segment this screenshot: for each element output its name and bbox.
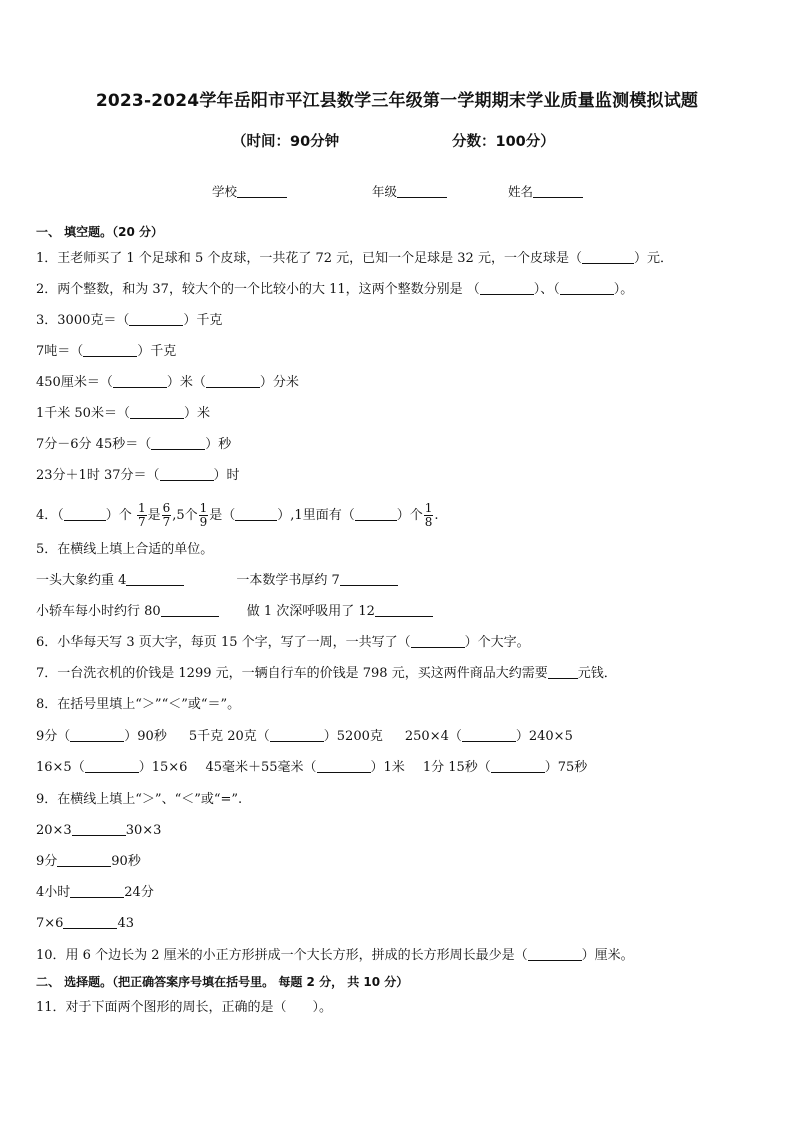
q8-r1-item-2-suffix: ）5200克 <box>323 729 383 744</box>
q10-text: 10．用 6 个边长为 2 厘米的小正方形拼成一个大长方形，拼成的长方形周长最少是（ <box>36 948 528 963</box>
q5-blank-b[interactable] <box>340 573 398 586</box>
question-4 <box>36 502 439 530</box>
q9-l4-blank[interactable] <box>63 916 117 929</box>
school-field <box>212 182 287 200</box>
q5-blank-a[interactable] <box>126 573 184 586</box>
q9-l2-left: 9分 <box>36 854 58 869</box>
q8-r2-item-3-suffix: ）75秒 <box>544 760 588 775</box>
q7-blank[interactable] <box>548 666 578 679</box>
q4-part-e: 是（ <box>209 508 236 523</box>
q9-l2-blank[interactable] <box>57 854 111 867</box>
q9-l3-right: 24分 <box>124 885 154 900</box>
q3-l4-prefix: 1千米 50米＝（ <box>36 406 130 421</box>
q3-l3-blank-2[interactable] <box>206 375 260 388</box>
q1-blank[interactable] <box>582 251 634 264</box>
q8-r1-item-1-prefix: 9分（ <box>36 729 71 744</box>
q9-l4-left: 7×6 <box>36 916 64 931</box>
question-3-line-1 <box>36 313 222 329</box>
question-8-title: 8．在括号里填上“＞”“＜”或“＝”。 <box>36 697 241 712</box>
q3-l3-prefix: 450厘米＝（ <box>36 375 113 390</box>
q5-item-b: 一本数学书厚约 7 <box>236 573 340 588</box>
question-9-line-2 <box>36 854 141 870</box>
question-11: 11．对于下面两个图形的周长，正确的是（ ）。 <box>36 1000 333 1015</box>
question-3-line-3 <box>36 375 299 391</box>
grade-field <box>372 182 447 200</box>
q3-l6-blank[interactable] <box>160 468 214 481</box>
question-8-row-1 <box>36 729 573 745</box>
q7-text: 7．一台洗衣机的价钱是 1299 元，一辆自行车的价钱是 798 元，买这两件商品大约需要 <box>36 666 548 681</box>
question-5-row-2 <box>36 604 433 620</box>
q3-l1-blank[interactable] <box>129 313 183 326</box>
q8-r1-item-2-prefix: 5千克 20克（ <box>188 729 270 744</box>
q6-text: 6．小华每天写 3 页大字，每页 15 个字，写了一周，一共写了（ <box>36 635 411 650</box>
q4-part-a: 4．（ <box>36 508 64 523</box>
q8-r1-item-3-suffix: ）240×5 <box>515 729 573 744</box>
q8-r2-item-2-suffix: ）1米 <box>370 760 405 775</box>
q3-l5-suffix: ）秒 <box>205 437 232 452</box>
q9-l4-right: 43 <box>117 916 134 931</box>
question-9-line-4 <box>36 916 134 932</box>
q1-text: 1．王老师买了 1 个足球和 5 个皮球，一共花了 72 元，已知一个足球是 32 元，一个皮球是（ <box>36 251 582 266</box>
q9-l1-left: 20×3 <box>36 823 72 838</box>
question-1 <box>36 251 673 267</box>
q3-l2-blank[interactable] <box>83 344 137 357</box>
q10-blank[interactable] <box>528 948 582 961</box>
fraction-numerator: 1 <box>424 501 433 515</box>
q2-mid: ）、（ <box>533 282 560 297</box>
q8-r2-item-3-prefix: 1分 15秒（ <box>422 760 491 775</box>
exam-score: 分数：100分） <box>452 134 555 150</box>
q3-l5-prefix: 7分－6分 45秒＝（ <box>36 437 152 452</box>
q8-r2-item-1-suffix: ）15×6 <box>138 760 188 775</box>
question-9-line-3 <box>36 885 154 901</box>
q9-l3-left: 4小时 <box>36 885 71 900</box>
fraction-denominator: 8 <box>424 515 433 529</box>
fraction-denominator: 9 <box>199 515 208 529</box>
q2-blank-1[interactable] <box>480 282 534 295</box>
q8-r2-blank-1[interactable] <box>85 760 139 773</box>
q8-r1-blank-2[interactable] <box>270 729 324 742</box>
section-1-title: 一、 填空题。（20 分） <box>36 225 164 239</box>
fraction-numerator: 6 <box>162 501 171 515</box>
q7-end: 元钱． <box>577 666 617 681</box>
grade-blank[interactable] <box>397 185 447 198</box>
q4-blank-3[interactable] <box>355 508 397 521</box>
question-2 <box>36 282 633 298</box>
q3-l1-prefix: 3．3000克＝（ <box>36 313 130 328</box>
question-6 <box>36 635 530 651</box>
q3-l3-blank-1[interactable] <box>113 375 167 388</box>
q8-r1-blank-1[interactable] <box>70 729 124 742</box>
q1-end: ）元． <box>633 251 673 266</box>
q4-end: . <box>434 508 439 523</box>
q3-l1-suffix: ）千克 <box>183 313 223 328</box>
q3-l2-prefix: 7吨＝（ <box>36 344 84 359</box>
q3-l4-suffix: ）米 <box>183 406 210 421</box>
q3-l5-blank[interactable] <box>151 437 205 450</box>
q3-l6-prefix: 23分＋1时 37分＝（ <box>36 468 160 483</box>
q10-end: ）厘米。 <box>581 948 634 963</box>
fraction-denominator: 7 <box>162 515 171 529</box>
question-10 <box>36 948 634 964</box>
question-9-title: 9．在横线上填上“＞”、“＜”或“=”. <box>36 792 243 807</box>
q2-blank-2[interactable] <box>560 282 614 295</box>
q2-end: ）。 <box>613 282 634 297</box>
q5-item-a: 一头大象约重 4 <box>36 573 127 588</box>
fraction-1-7 <box>137 502 147 529</box>
fraction-numerator: 1 <box>137 501 146 515</box>
q4-blank-1[interactable] <box>64 508 106 521</box>
q5-blank-c[interactable] <box>161 604 219 617</box>
q3-l2-suffix: ）千克 <box>137 344 177 359</box>
question-9-line-1 <box>36 823 161 839</box>
q9-l1-right: 30×3 <box>125 823 162 838</box>
q8-r2-blank-3[interactable] <box>491 760 545 773</box>
exam-time: （时间：90分钟 <box>232 134 340 150</box>
fraction-1-8 <box>424 502 434 529</box>
q4-part-b: ）个 <box>105 508 132 523</box>
q2-text: 2．两个整数，和为 37，较大个的一个比较小的大 11，这两个整数分别是 （ <box>36 282 480 297</box>
question-7 <box>36 666 617 682</box>
fraction-numerator: 1 <box>199 501 208 515</box>
q8-r1-blank-3[interactable] <box>462 729 516 742</box>
question-5-title: 5．在横线上填上合适的单位。 <box>36 542 214 557</box>
q4-part-c: 是 <box>147 508 161 523</box>
q8-r2-blank-2[interactable] <box>317 760 371 773</box>
q4-part-f: ）,1里面有（ <box>277 508 355 523</box>
q9-l1-blank[interactable] <box>72 823 126 836</box>
q3-l6-suffix: ）时 <box>213 468 240 483</box>
section-2-title: 二、 选择题。（把正确答案序号填在括号里。 每题 2 分， 共 10 分） <box>36 975 409 989</box>
q8-r2-item-1-prefix: 16×5（ <box>36 760 85 775</box>
q4-part-d: ,5个 <box>172 508 198 523</box>
name-field <box>508 182 583 200</box>
q8-r1-item-3-prefix: 250×4（ <box>404 729 462 744</box>
fraction-6-7 <box>162 502 172 529</box>
q5-blank-d[interactable] <box>375 604 433 617</box>
q6-blank[interactable] <box>411 635 465 648</box>
fraction-1-9 <box>199 502 209 529</box>
question-3-line-2 <box>36 344 176 360</box>
q8-r1-item-1-suffix: ）90秒 <box>124 729 167 744</box>
q5-item-c: 小轿车每小时约行 80 <box>36 604 161 619</box>
grade-label: 年级 <box>372 184 398 199</box>
q4-blank-2[interactable] <box>235 508 277 521</box>
question-8-row-2 <box>36 760 587 776</box>
q9-l3-blank[interactable] <box>70 885 124 898</box>
exam-title: 2023-2024学年岳阳市平江县数学三年级第一学期期末学业质量监测模拟试题 <box>95 91 699 111</box>
school-label: 学校 <box>212 184 238 199</box>
q3-l3-suffix: ）分米 <box>259 375 299 390</box>
school-blank[interactable] <box>237 185 287 198</box>
name-label: 姓名 <box>508 184 534 199</box>
name-blank[interactable] <box>533 185 583 198</box>
fraction-denominator: 7 <box>137 515 146 529</box>
q5-item-d: 做 1 次深呼吸用了 12 <box>246 604 375 619</box>
q4-part-g: ）个 <box>396 508 423 523</box>
q3-l3-mid: ）米（ <box>166 375 206 390</box>
q6-end: ）个大字。 <box>464 635 530 650</box>
question-3-line-4 <box>36 406 210 422</box>
q8-r2-item-2-prefix: 45毫米＋55毫米（ <box>205 760 317 775</box>
question-3-line-6 <box>36 468 240 484</box>
question-3-line-5 <box>36 437 231 453</box>
q9-l2-right: 90秒 <box>111 854 141 869</box>
question-5-row-1 <box>36 573 398 589</box>
q3-l4-blank[interactable] <box>130 406 184 419</box>
